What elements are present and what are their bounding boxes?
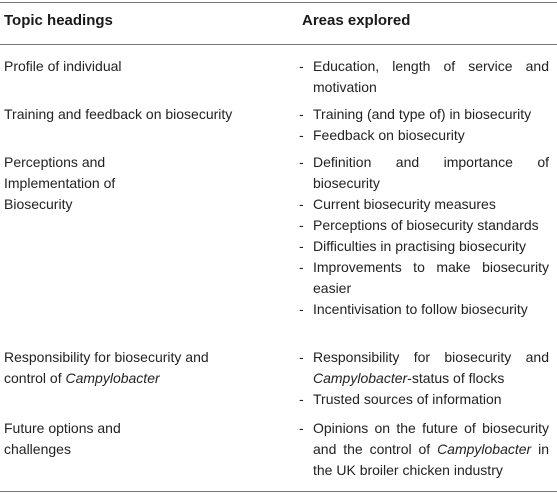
list-item: - Perceptions of biosecurity standards (299, 217, 539, 233)
areas-list (297, 104, 549, 146)
topic-cell: Profile of individual (4, 58, 122, 74)
topic-cell: Training and feedback on biosecurity (4, 106, 233, 122)
list-item: - Trusted sources of information (299, 391, 502, 407)
areas-list (297, 418, 549, 481)
list-item: - Feedback on biosecurity (299, 127, 465, 143)
list-item: - Education, length of service and motivation (299, 58, 549, 95)
list-item: - Improvements to make biosecurity easier (299, 259, 549, 296)
list-item: - Opinions on the future of biosecurity and the control of Campylobacter in the UK broiler chicken industry (299, 420, 549, 478)
list-item: - Difficulties in practising biosecurity (299, 238, 526, 254)
list-item: - Responsibility for biosecurity and Campylobacter-status of flocks (299, 349, 549, 386)
list-item: - Incentivisation to follow biosecurity (299, 301, 528, 317)
header-areas-explored: Areas explored (302, 12, 411, 29)
topic-cell: Responsibility for biosecurity and control of Campylobacter (4, 349, 209, 386)
areas-list (297, 56, 549, 98)
areas-list (297, 347, 549, 410)
topic-cell: Future options and challenges (4, 420, 121, 457)
areas-list (297, 152, 549, 320)
bullet-dash: - (299, 58, 304, 74)
list-item: - Training (and type of) in biosecurity (299, 106, 532, 122)
top-rule (0, 2, 557, 3)
header-rule (0, 44, 557, 45)
topic-cell: Perceptions and Implementation of Biosecurity (4, 154, 116, 212)
bottom-rule (0, 491, 557, 492)
list-item: - Current biosecurity measures (299, 196, 496, 212)
list-item: - Definition and importance of biosecurity (299, 154, 549, 191)
header-topic-headings: Topic headings (4, 12, 113, 29)
